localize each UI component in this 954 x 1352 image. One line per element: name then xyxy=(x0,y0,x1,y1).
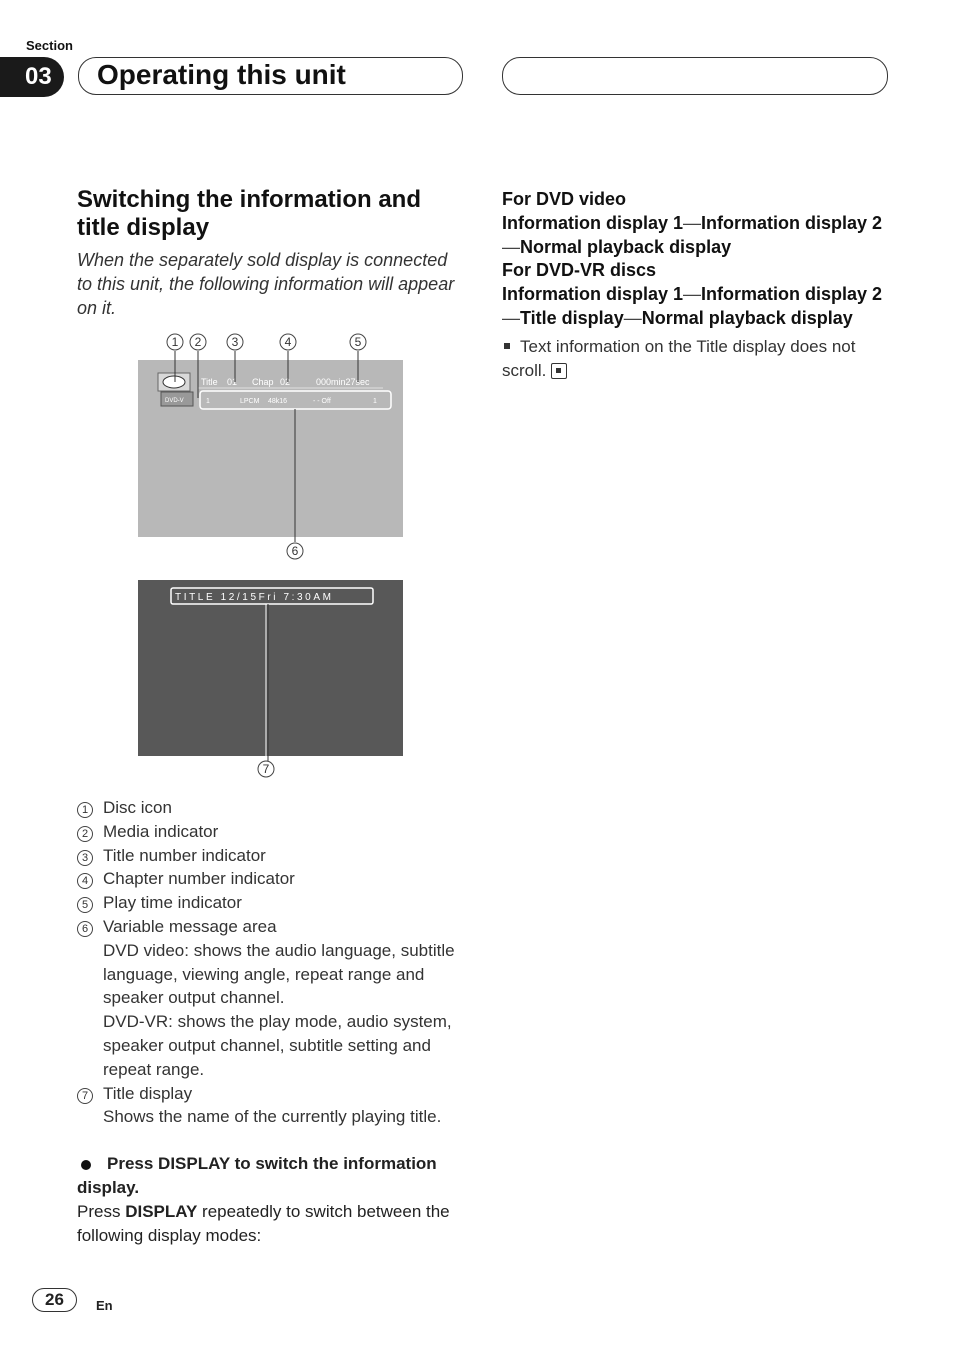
list-item: 5 Play time indicator xyxy=(77,891,467,915)
disc-icon xyxy=(163,376,185,388)
play-time: 000min27sec xyxy=(316,377,370,387)
dvd-video-sequence: Information display 1—Information display 2—Normal playback display xyxy=(502,212,883,257)
list-item: 1 Disc icon xyxy=(77,796,467,820)
callout-2: 2 xyxy=(194,335,202,349)
info-display-figure xyxy=(138,330,408,565)
subtitle-setting: - - Off xyxy=(313,398,331,405)
callout-1: 1 xyxy=(171,335,179,349)
callout-7: 7 xyxy=(262,762,270,776)
dvd-vr-label: For DVD-VR discs xyxy=(502,260,657,281)
note-bullet-icon xyxy=(504,343,510,349)
legend-6-detail-dvd-video: DVD video: shows the audio language, subtitle language, viewing angle, repeat range and speaker output channel. xyxy=(103,940,455,1008)
page-number: 26 xyxy=(32,1288,77,1312)
list-item: 2 Media indicator xyxy=(77,820,467,844)
end-mark-icon xyxy=(551,363,567,379)
section-label: Section xyxy=(26,38,73,53)
step-block xyxy=(77,1152,467,1248)
display-modes xyxy=(502,188,892,383)
list-item: 4 Chapter number indicator xyxy=(77,867,467,891)
list-item: 7 Title display xyxy=(77,1082,467,1106)
step-description: Press DISPLAY repeatedly to switch between the following display modes: xyxy=(77,1202,450,1245)
intro-text: When the separately sold display is connected to this unit, the following information will appear on it. xyxy=(77,250,455,318)
note: Text information on the Title display does not scroll. xyxy=(502,336,856,380)
audio-format: LPCM xyxy=(240,398,260,405)
callout-3: 3 xyxy=(231,335,239,349)
callout-5: 5 xyxy=(354,335,362,349)
bullet-icon xyxy=(81,1160,91,1170)
language-label: En xyxy=(96,1298,113,1313)
list-item: 6 Variable message area xyxy=(77,915,467,939)
step-title: Press DISPLAY to switch the information display. xyxy=(77,1154,437,1197)
section-heading: Switching the information and title display xyxy=(77,186,421,241)
legend-6-detail-dvd-vr: DVD-VR: shows the play mode, audio system, speaker output channel, subtitle setting and repeat range. xyxy=(103,1012,452,1079)
list-item: 3 Title number indicator xyxy=(77,844,467,868)
sample-rate: 48k16 xyxy=(268,398,288,405)
title-display-figure xyxy=(138,580,408,780)
header-blank-frame xyxy=(502,57,888,95)
audio-track: 1 xyxy=(206,398,210,405)
screen-background-dark xyxy=(138,580,403,756)
section-number-badge: 03 xyxy=(0,57,64,97)
angle-number: 1 xyxy=(373,398,377,405)
title-number: 01 xyxy=(227,377,238,387)
dvd-vr-sequence: Information display 1—Information display 2—Title display—Normal playback display xyxy=(502,284,883,328)
title-display-text: TITLE 12/15Fri 7:30AM xyxy=(175,592,334,603)
legend-list xyxy=(77,796,467,1129)
dvd-video-label: For DVD video xyxy=(502,189,627,209)
callout-6: 6 xyxy=(291,544,299,558)
title-word: Title xyxy=(201,377,218,387)
media-indicator-label: DVD-V xyxy=(165,398,184,404)
page-title: Operating this unit xyxy=(97,59,346,90)
chap-word: Chap xyxy=(252,377,274,387)
legend-7-detail: Shows the name of the currently playing title. xyxy=(103,1107,442,1127)
chap-number: 02 xyxy=(280,377,291,387)
callout-4: 4 xyxy=(284,335,292,349)
